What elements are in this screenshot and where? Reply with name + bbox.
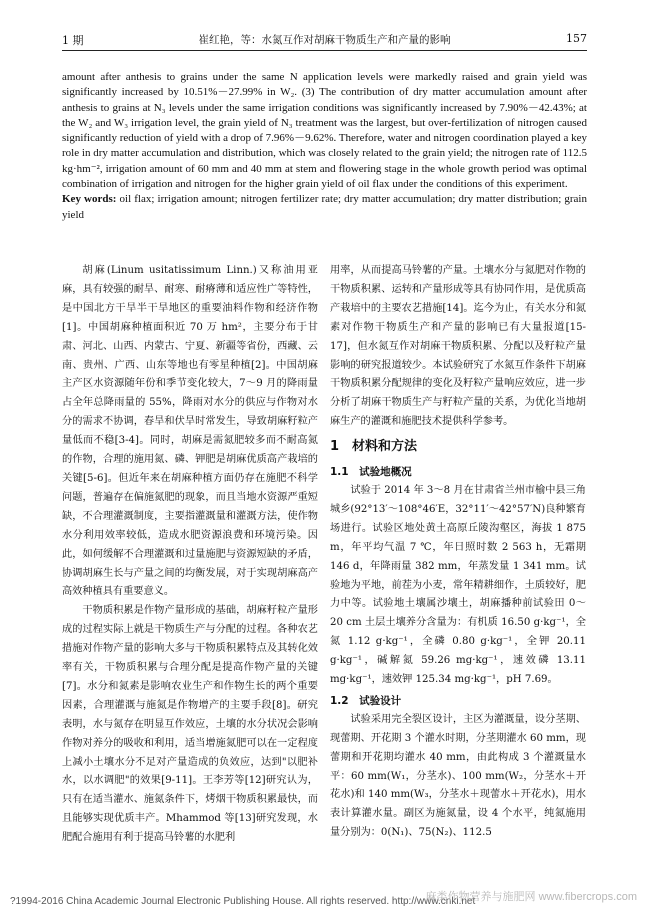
english-abstract — [62, 70, 587, 223]
subsection-heading-design: 1.2 试验设计 — [330, 694, 402, 707]
page-header — [62, 30, 587, 51]
keywords-label: Key words: — [62, 193, 117, 206]
keywords: oil flax; irrigation amount; nitrogen fertilizer rate; dry matter accumulation; dry matter distribution; grain yield — [62, 193, 587, 221]
page-number: 157 — [566, 32, 587, 45]
running-title: 崔红艳，等：水氮互作对胡麻干物质生产和产量的影响 — [198, 34, 451, 46]
abstract-text: amount after anthesis to grains under the same N application levels were markedly raised and grain yield was significantly increased by 10.51%－27.99% in W₂. (3) The contribution of dry matter accumulation amount after anthesis to grains at N₃ levels under the same irrigation conditions was significantly increased by 7.90%－42.43%; at the W₂ and W₃ irrigation level, the grain yield of N₃ treatment was the largest, but over-fertilization of nitrogen caused significantly reduction of yield with a drop of 7.96%－9.62%. Therefore, water and nitrogen coordination played a key role in dry matter accumulation and distribution, which was closely related to the grain yield; the nitrogen rate of 112.5 kg·hm⁻², irrigation amount of 60 mm and 40 mm at stem and flowering stage in the whole growth period was optimal combination of irrigation and nitrogen for the higher grain yield of oil flax under the conditions of this experiment. — [62, 71, 587, 191]
subsection-heading-site: 1.1 试验地概况 — [330, 466, 412, 479]
watermark: 麻类作物营养与施肥网 www.fibercrops.com — [425, 891, 637, 903]
intro-paragraph-3: 用率，从而提高马铃薯的产量。土壤水分与氮肥对作物的干物质积累、运转和产量形成等具有协同作用，是优质高产栽培中的主要农艺措施[14]。迄今为止，有关水分和氮素对作物干物质生产和产量的影响已有大量报道[15-17]，但水氮互作对胡麻干物质积累、分配以及籽粒产量影响的研究报道较少。本试验研究了水氮互作条件下胡麻干物质积累分配规律的变化及籽粒产量响应效应，进一步分析了胡麻干物质生产与籽粒产量的关系，为优化当地胡麻生产的灌溉和施肥技术提供科学参考。 — [330, 265, 586, 428]
left-column — [62, 262, 318, 848]
issue-number: 1 期 — [62, 34, 84, 47]
section-heading-materials-methods: 1 材料和方法 — [330, 439, 418, 455]
copyright-notice: ?1994-2016 China Academic Journal Electronic Publishing House. All rights reserved. http://www.cnki.net — [10, 896, 476, 907]
intro-paragraph-1: 胡麻(Linum usitatissimum Linn.)又称油用亚麻，具有较强的耐旱、耐寒、耐瘠薄和适应性广等特性，是中国北方干旱半干旱地区的重要油料作物和经济作物[1]。中国胡麻种植面积近 70 万 hm²，主要分布于甘肃、河北、山西、内蒙古、宁夏、新疆等省份，西藏、云南、贵州、广西、山东等地也有零星种植[2]。中国胡麻主产区水资源随年份和季节变化较大，7～9 月的降雨量占全年总降雨量的 55%，降雨对水分的供应与作物对水分的需求不协调，春旱和伏旱时常发生，导致胡麻籽粒产量低而不稳[3-4]。同时，胡麻是需氮肥较多而不耐高氮的作物，合理的施用氮、磷、钾肥是胡麻优质高产栽培的关键[5-6]。但近年来在胡麻种植方面仍存在施肥不科学问题，普遍存在偏施氮肥的现象，而且当地水资源严重短缺，不合理灌溉制度，主要指灌溉量和灌溉方法，使作物水分利用效率较低，造成水肥资源浪费和环境污染。因此，如何缓解不合理灌溉和过量施肥与资源短缺的矛盾，协调胡麻生长与产量之间的均衡发展，对于实现胡麻高产高效种植具有重要意义。 — [62, 265, 318, 598]
keywords-line — [62, 192, 587, 223]
design-paragraph: 试验采用完全裂区设计，主区为灌溉量，设分茎期、现蕾期、开花期 3 个灌水时期，分茎期灌水 60 mm，现蕾期和开花期均灌水 40 mm，由此构成 3 个灌溉量水平：60 mm(W₁，分茎水)、100 mm(W₂，分茎水＋开花水)和 140 mm(W₃，分茎水＋现蕾水＋开花水)，用水表计算灌水量。副区为施氮量，设 4 个水平，纯氮施用量分别为：0(N₁)、75(N₂)、112.5 — [330, 713, 586, 839]
intro-paragraph-2: 干物质积累是作物产量形成的基础，胡麻籽粒产量形成的过程实际上就是干物质生产与分配的过程。各种农艺措施对作物产量的影响大多与干物质积累特点及其转化效率有关，干物质积累与合理分配是提高作物产量的关键[7]。水分和氮素是影响农业生产和作物生长的两个重要因素，合理灌溉与施氮是作物增产的主要手段[8]。研究表明，水与氮存在明显互作效应，土壤的水分状况会影响作物对养分的吸收和利用，适当增施氮肥可以在一定程度上减小土壤水分不足对产量造成的负效应，达到"以肥补水，以水调肥"的效果[9-11]。王李芳等[12]研究认为，只有在适当灌水、施氮条件下，烤烟干物质积累最快，而且能够实现优质丰产。Mhammod 等[13]研究发现，水肥配合施用有利于提高马铃薯的水肥利 — [62, 605, 318, 844]
site-paragraph: 试验于 2014 年 3～8 月在甘肃省兰州市榆中县三角城乡(92°13′～108°46′E，32°11′～42°57′N)良种繁育场进行。试验区地处黄土高原丘陵沟壑区，海拔 1 875 m，年平均气温 7 ℃，年日照时数 2 563 h，无霜期 146 d，年降雨量 382 mm，年蒸发量 1 341 mm。试验地为平地，前茬为小麦，常年精耕细作，土质较好，肥力中等。试验地土壤属沙壤土，胡麻播种前试验田 0～20 cm 土层土壤养分含量为：有机质 16.50 g·kg⁻¹，全氮 1.12 g·kg⁻¹，全磷 0.80 g·kg⁻¹，全钾 20.11 g·kg⁻¹，碱解氮 59.26 mg·kg⁻¹，速效磷 13.11 mg·kg⁻¹，速效钾 125.34 mg·kg⁻¹，pH 7.69。 — [330, 484, 586, 686]
right-column — [330, 262, 586, 843]
